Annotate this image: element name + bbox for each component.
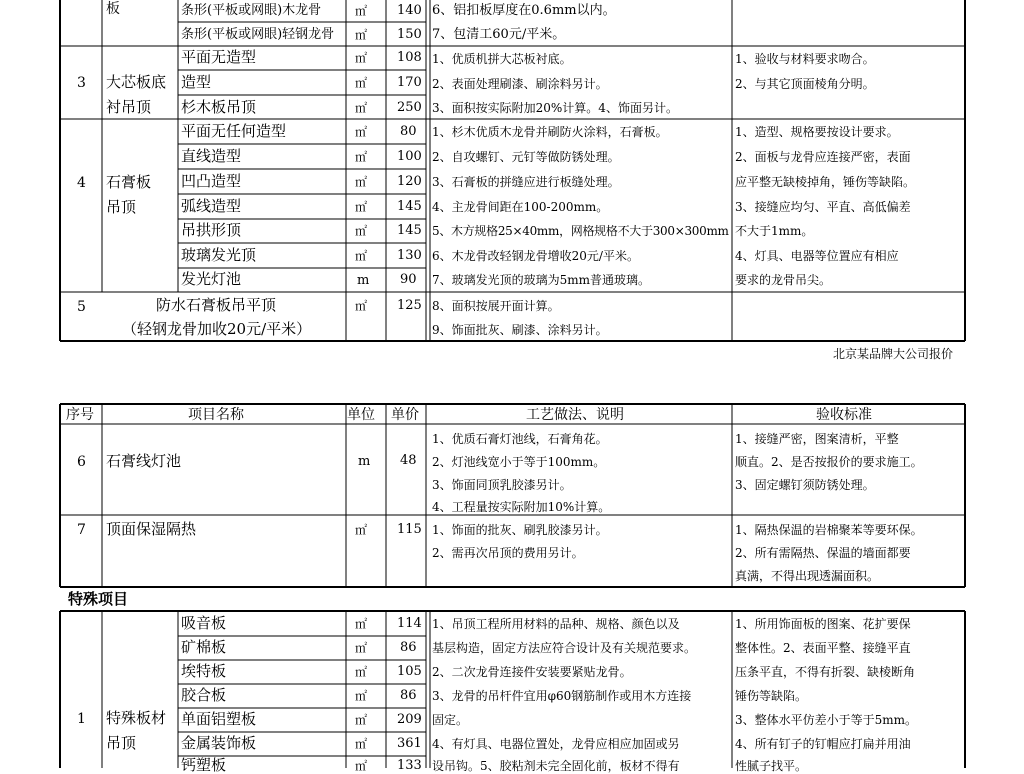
row-name: 石膏板	[106, 173, 152, 191]
item-name: 金属装饰板	[181, 734, 257, 752]
row-name-note: （轻钢龙骨加收20元/平米）	[122, 320, 312, 338]
item-unit: ㎡	[355, 28, 368, 42]
item-unit: m	[357, 273, 370, 288]
header-process: 工艺做法、说明	[526, 407, 624, 423]
item-name: 平面无造型	[181, 48, 257, 66]
item-unit: ㎡	[355, 200, 368, 214]
item-unit: ㎡	[355, 713, 368, 727]
item-price: 86	[400, 640, 417, 655]
process-line: 设吊钩。5、胶粘剂未完全固化前，板材不得有	[432, 759, 680, 773]
accept-line: 整体性。2、表面平整、接缝平直	[735, 641, 911, 655]
process-line: 3、面积按实际附加20%计算。4、饰面另计。	[432, 101, 678, 115]
row-name: 石膏线灯池	[106, 452, 182, 470]
header-no: 序号	[66, 407, 94, 423]
item-unit: ㎡	[355, 150, 368, 164]
item-name: 平面无任何造型	[181, 122, 287, 140]
item-unit: ㎡	[355, 665, 368, 679]
process-line: 1、杉木优质木龙骨并刷防火涂料，石膏板。	[432, 125, 668, 139]
item-unit: ㎡	[355, 299, 368, 313]
accept-line: 1、所用饰面板的图案、花扩要保	[735, 617, 911, 631]
item-name: 造型	[181, 73, 212, 91]
process-line: 6、铝扣板厚度在0.6mm以内。	[432, 3, 616, 18]
header-unit: 单位	[347, 407, 375, 423]
process-line: 5、木方规格25×40mm，网格规格不大于300×300mm	[432, 224, 729, 238]
process-line: 1、优质机拼大芯板衬底。	[432, 52, 572, 66]
item-unit: ㎡	[355, 523, 368, 537]
item-price: 120	[397, 174, 422, 189]
item-price: 145	[397, 199, 422, 214]
item-price: 114	[397, 616, 422, 631]
accept-line: 3、固定螺钉须防锈处理。	[735, 478, 875, 492]
item-unit: ㎡	[355, 224, 368, 238]
accept-line: 真满，不得出现透漏面积。	[735, 569, 880, 583]
item-unit: ㎡	[355, 737, 368, 751]
row-top-name-tail: 板	[106, 1, 120, 17]
process-line: 1、吊顶工程所用材料的品种、规格、颜色以及	[432, 617, 680, 631]
accept-line: 压条平直，不得有折裂、缺棱断角	[735, 665, 916, 679]
accept-line: 顺直。2、是否按报价的要求施工。	[735, 455, 923, 469]
process-line: 4、工程量按实际附加10%计算。	[432, 500, 611, 514]
process-line: 4、主龙骨间距在100-200mm。	[432, 200, 609, 214]
process-line: 7、玻璃发光顶的玻璃为5mm普通玻璃。	[432, 273, 651, 287]
row-number: 4	[77, 175, 86, 191]
header-accept: 验收标准	[816, 407, 872, 423]
accept-line: 应平整无缺棱掉角，锤伤等缺陷。	[735, 175, 916, 189]
item-unit: m	[358, 454, 371, 469]
item-name: 杉木板吊顶	[181, 98, 257, 116]
item-name: 条形(平板或网眼)轻钢龙骨	[181, 27, 335, 42]
item-price: 108	[397, 50, 422, 65]
process-line: 6、木龙骨改轻钢龙骨增收20元/平米。	[432, 249, 639, 263]
accept-line: 2、所有需隔热、保温的墙面都要	[735, 546, 911, 560]
process-line: 2、灯池线宽小于等于100mm。	[432, 455, 606, 469]
item-name: 弧线造型	[181, 197, 242, 215]
row-name: 衬吊顶	[106, 98, 152, 116]
row-name: 吊顶	[106, 734, 137, 752]
item-price: 125	[397, 298, 422, 313]
item-name: 吸音板	[181, 614, 227, 632]
item-name: 玻璃发光顶	[181, 246, 257, 264]
process-line: 固定。	[432, 713, 469, 727]
process-line: 8、面积按展开面计算。	[432, 299, 560, 313]
accept-line: 4、所有钉子的钉帽应打扁并用油	[735, 737, 911, 751]
item-unit: ㎡	[355, 617, 368, 631]
process-line: 基层构造，固定方法应符合设计及有关规范要求。	[432, 641, 697, 655]
item-unit: ㎡	[355, 759, 368, 773]
accept-line: 不大于1mm。	[735, 224, 814, 238]
row-number: 1	[77, 711, 86, 727]
item-price: 90	[400, 272, 417, 287]
item-price: 133	[397, 758, 422, 773]
row-number: 3	[77, 75, 86, 91]
accept-line: 4、灯具、电器等位置应有相应	[735, 249, 899, 263]
row-number: 5	[77, 299, 86, 315]
item-price: 86	[400, 688, 417, 703]
item-name: 发光灯池	[181, 270, 242, 288]
item-price: 105	[397, 664, 422, 679]
item-name: 矿棉板	[181, 638, 227, 656]
item-price: 170	[397, 75, 422, 90]
item-unit: ㎡	[355, 101, 368, 115]
process-line: 2、二次龙骨连接件安装要紧贴龙骨。	[432, 665, 632, 679]
process-line: 3、龙骨的吊杆件宜用φ60钢筋制作或用木方连接	[432, 689, 692, 703]
row-name: 顶面保湿隔热	[106, 520, 197, 538]
process-line: 3、石膏板的拼缝应进行板缝处理。	[432, 175, 620, 189]
item-unit: ㎡	[355, 51, 368, 65]
section-title: 特殊项目	[68, 590, 129, 608]
item-unit: ㎡	[355, 689, 368, 703]
item-price: 361	[397, 736, 422, 751]
row-name: 大芯板底	[106, 73, 167, 91]
item-name: 凹凸造型	[181, 172, 242, 190]
item-price: 145	[397, 223, 422, 238]
item-price: 48	[400, 453, 417, 468]
header-name: 项目名称	[188, 407, 244, 423]
accept-line: 要求的龙骨吊尖。	[735, 273, 832, 287]
accept-line: 2、面板与龙骨应连接严密，表面	[735, 150, 911, 164]
accept-line: 1、隔热保温的岩棉聚苯等要环保。	[735, 523, 923, 537]
process-line: 1、饰面的批灰、刷乳胶漆另计。	[432, 523, 608, 537]
item-name: 单面铝塑板	[181, 710, 257, 728]
row-name: 吊顶	[106, 198, 137, 216]
item-name: 埃特板	[181, 662, 227, 680]
row-number: 6	[77, 454, 86, 470]
item-unit: ㎡	[355, 175, 368, 189]
item-unit: ㎡	[355, 76, 368, 90]
item-price: 100	[397, 149, 422, 164]
accept-line: 2、与其它顶面棱角分明。	[735, 77, 875, 91]
header-price: 单价	[391, 407, 419, 423]
item-unit: ㎡	[355, 249, 368, 263]
process-line: 1、优质石膏灯池线，石膏角花。	[432, 432, 608, 446]
item-name: 条形(平板或网眼)木龙骨	[181, 3, 322, 18]
accept-line: 1、造型、规格要按设计要求。	[735, 125, 899, 139]
item-unit: ㎡	[355, 125, 368, 139]
process-line: 2、需再次吊顶的费用另计。	[432, 546, 584, 560]
accept-line: 3、接缝应均匀、平直、高低偏差	[735, 200, 911, 214]
item-price: 115	[397, 522, 422, 537]
item-price: 140	[397, 3, 422, 18]
process-line: 9、饰面批灰、刷漆、涂料另计。	[432, 323, 608, 337]
row-name: 防水石膏板吊平顶	[156, 296, 277, 314]
item-price: 130	[397, 248, 422, 263]
process-line: 2、表面处理刷漆、刷涂料另计。	[432, 77, 608, 91]
accept-line: 1、接缝严密，图案清析，平整	[735, 432, 899, 446]
row-number: 7	[77, 522, 86, 538]
row-name: 特殊板材	[106, 709, 167, 727]
process-line: 2、自攻螺钉、元钉等做防锈处理。	[432, 150, 620, 164]
process-line: 3、饰面同顶乳胶漆另计。	[432, 478, 572, 492]
item-price: 150	[397, 27, 422, 42]
item-unit: ㎡	[355, 4, 368, 18]
process-line: 7、包清工60元/平米。	[432, 27, 566, 42]
accept-line: 1、验收与材料要求吻合。	[735, 52, 875, 66]
accept-line: 锤伤等缺陷。	[735, 689, 808, 703]
item-price: 209	[397, 712, 422, 727]
item-name: 钙塑板	[181, 756, 227, 774]
item-name: 直线造型	[181, 147, 242, 165]
item-price: 250	[397, 100, 422, 115]
accept-line: 3、整体水平仿差小于等于5mm。	[735, 713, 918, 727]
item-name: 吊拱形顶	[181, 221, 242, 239]
item-price: 80	[400, 124, 417, 139]
accept-line: 性腻子找平。	[735, 759, 808, 773]
footnote: 北京某品牌大公司报价	[833, 347, 954, 361]
process-line: 4、有灯具、电器位置处，龙骨应相应加固或另	[432, 737, 680, 751]
item-unit: ㎡	[355, 641, 368, 655]
item-name: 胶合板	[181, 686, 227, 704]
